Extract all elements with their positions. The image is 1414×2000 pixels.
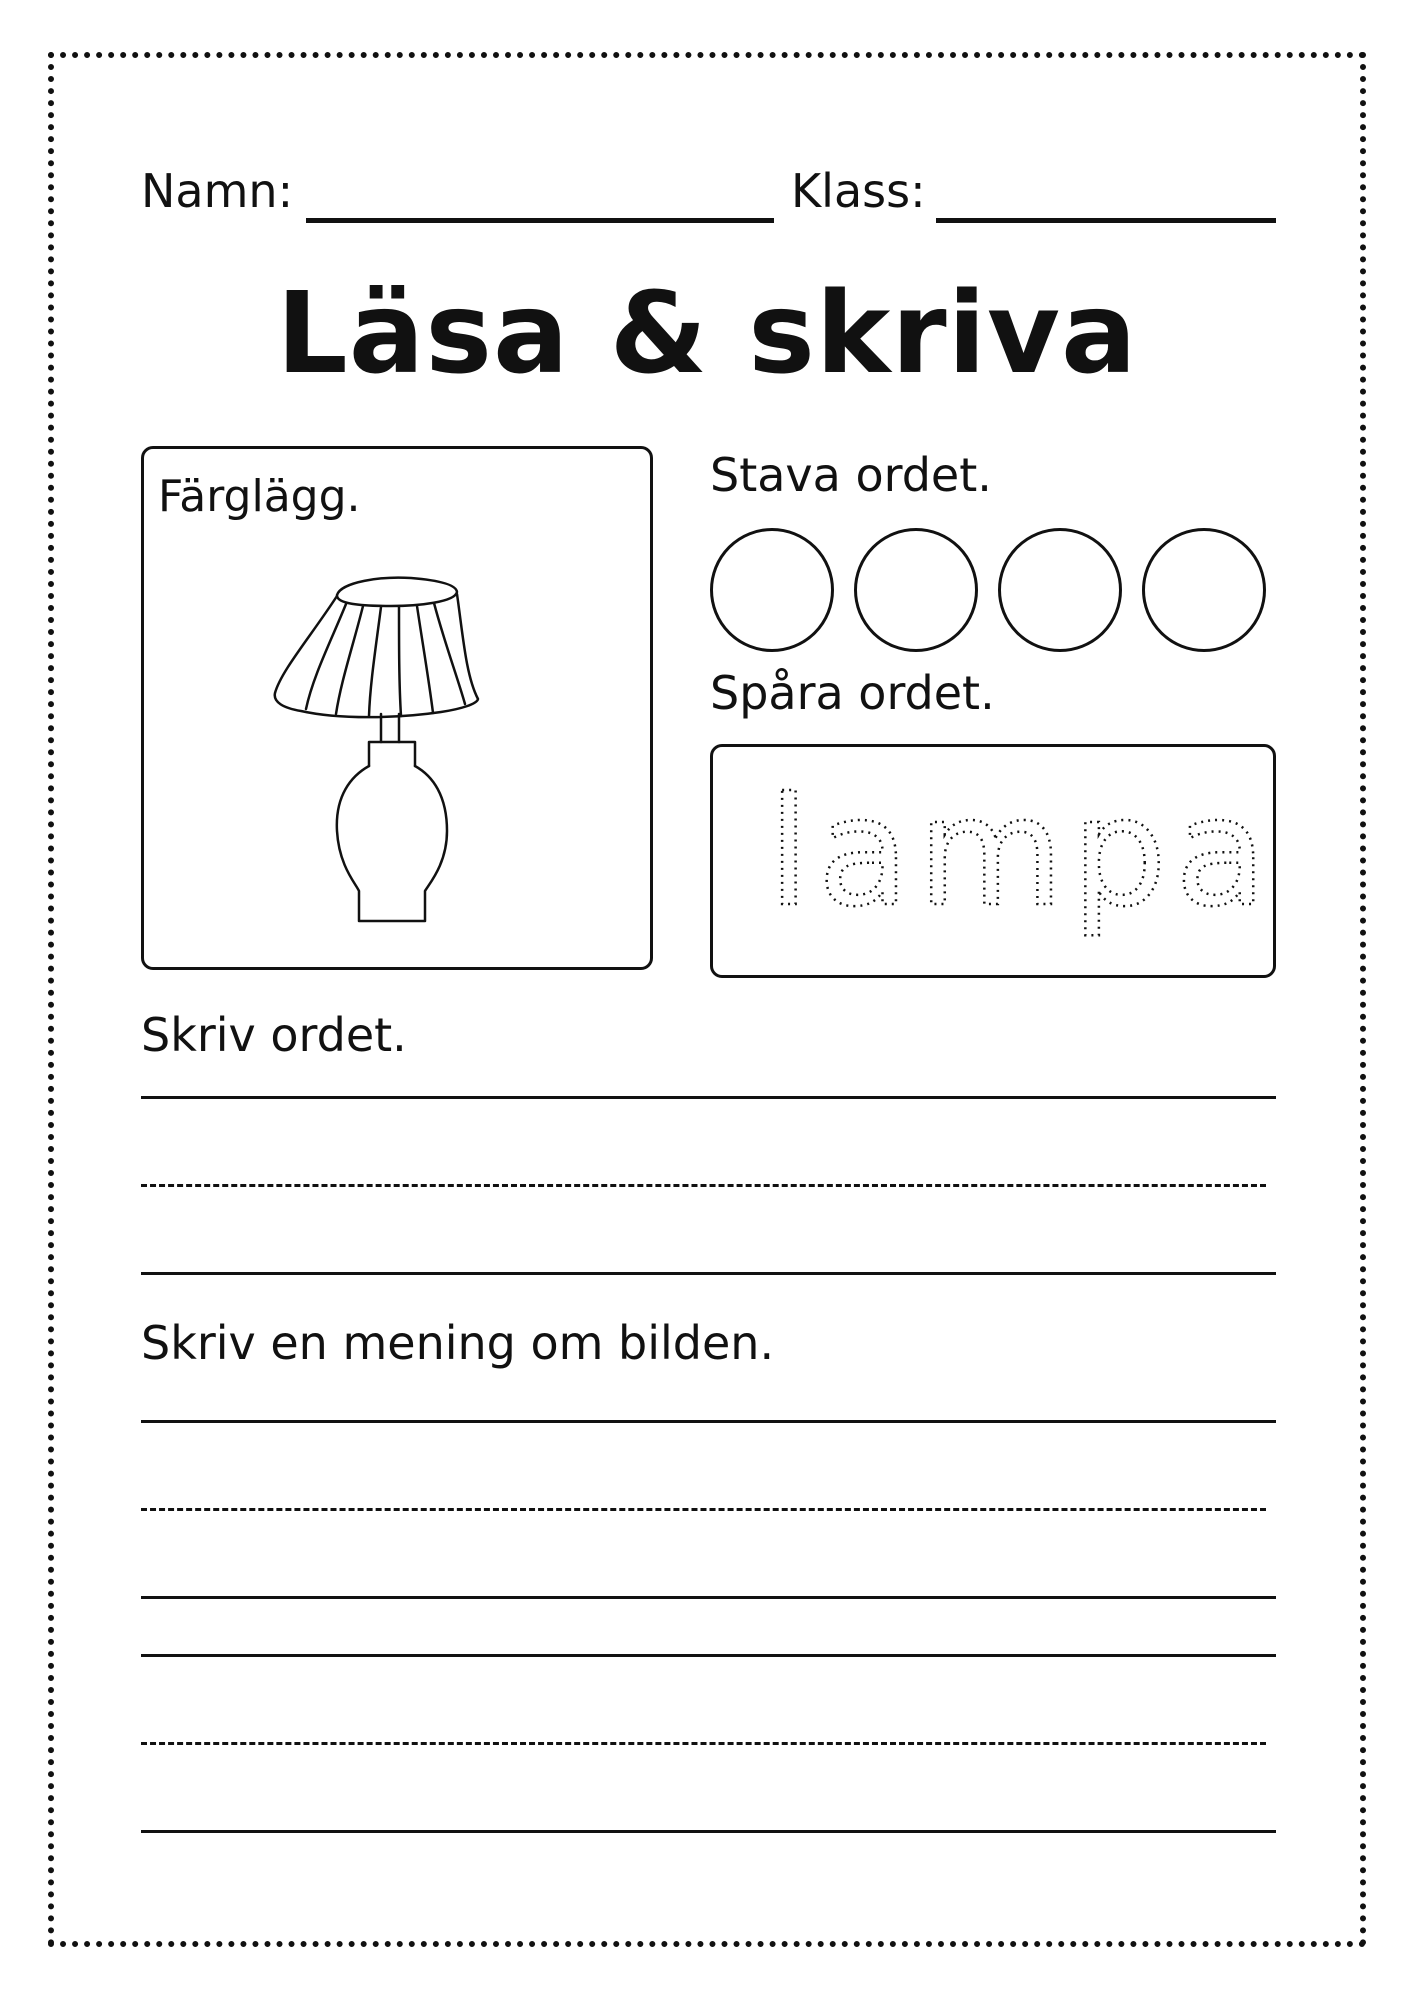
name-line[interactable] <box>306 218 774 223</box>
letter-circle-3[interactable] <box>998 528 1122 652</box>
letter-circle-2[interactable] <box>854 528 978 652</box>
sentence-line-2-top[interactable] <box>141 1654 1276 1657</box>
letter-circle-1[interactable] <box>710 528 834 652</box>
sentence-line-2-bottom[interactable] <box>141 1830 1276 1833</box>
trace-word <box>710 744 1276 978</box>
trace-word-text: lampa <box>768 766 1275 940</box>
write-word-label: Skriv ordet. <box>141 1008 407 1062</box>
sentence-line-1-mid <box>141 1508 1266 1511</box>
table-lamp-icon <box>141 446 653 970</box>
sentence-line-1-top[interactable] <box>141 1420 1276 1423</box>
letter-circle-4[interactable] <box>1142 528 1266 652</box>
spell-label: Stava ordet. <box>710 448 992 502</box>
sentence-line-1-bottom[interactable] <box>141 1596 1276 1599</box>
page-title: Läsa & skriva <box>276 269 1138 399</box>
header-row <box>141 164 1276 228</box>
write-word-line-top[interactable] <box>141 1096 1276 1099</box>
coloring-label: Färglägg. <box>158 471 361 522</box>
write-word-line-bottom[interactable] <box>141 1272 1276 1275</box>
trace-label: Spåra ordet. <box>710 666 995 720</box>
class-line[interactable] <box>936 218 1276 223</box>
sentence-line-2-mid <box>141 1742 1266 1745</box>
name-label: Namn: <box>141 164 294 218</box>
write-sentence-label: Skriv en mening om bilden. <box>141 1316 775 1370</box>
write-word-line-mid <box>141 1184 1266 1187</box>
class-label: Klass: <box>791 164 926 218</box>
coloring-box[interactable] <box>141 446 653 970</box>
trace-box[interactable] <box>710 744 1276 978</box>
